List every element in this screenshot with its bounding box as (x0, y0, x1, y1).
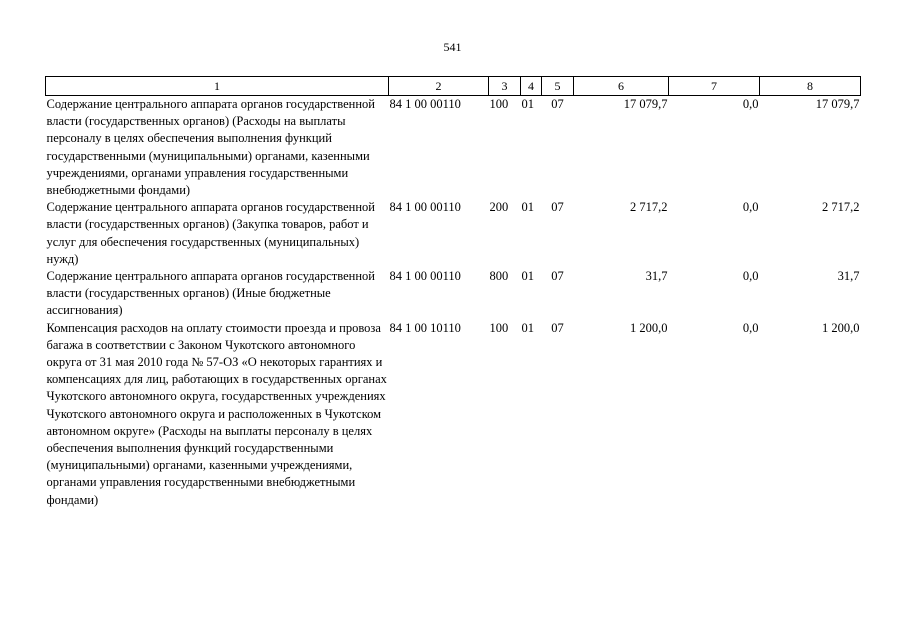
column-header: 1 (46, 77, 389, 96)
column-header: 6 (574, 77, 669, 96)
amount-col7: 0,0 (742, 97, 759, 111)
target-article-code: 84 1 00 10110 (389, 320, 461, 335)
table-row (46, 96, 861, 200)
column-header: 7 (669, 77, 760, 96)
section-code: 01 (521, 200, 534, 215)
amount-col6: 1 200,0 (630, 320, 668, 335)
amount-col6: 17 079,7 (623, 97, 668, 111)
row-description: Содержание центрального аппарата органов государственной власти (государственных органов) (Расходы на выплаты персоналу в целях обеспечения выполнения функций государственными (муниципальными) органами, казенными учреждениями, органами управления государственными внебюджетными фондами) (46, 97, 375, 198)
amount-col8: 1 200,0 (822, 320, 860, 335)
amount-col6: 31,7 (645, 269, 668, 284)
table-header-row (46, 77, 861, 96)
amount-col7: 0,0 (742, 269, 759, 284)
expense-type-code: 200 (489, 200, 509, 215)
column-header: 8 (760, 77, 861, 96)
section-code: 01 (521, 320, 534, 335)
target-article-code: 84 1 00 00110 (389, 200, 461, 215)
expense-type-code: 100 (489, 97, 509, 111)
page-number: 541 (443, 40, 462, 54)
expense-type-code: 800 (489, 269, 509, 284)
amount-col8: 17 079,7 (815, 97, 860, 111)
subsection-code: 07 (551, 97, 564, 111)
expense-type-code: 100 (489, 320, 509, 335)
row-description: Содержание центрального аппарата органов государственной власти (государственных органов) (Закупка товаров, работ и услуг для обеспечения государственных (муниципальных) нужд) (46, 200, 375, 266)
column-header: 3 (489, 77, 521, 96)
subsection-code: 07 (551, 269, 564, 284)
budget-table (45, 76, 861, 509)
target-article-code: 84 1 00 00110 (389, 97, 461, 111)
table-row (46, 320, 861, 509)
subsection-code: 07 (551, 320, 564, 335)
amount-col8: 2 717,2 (822, 200, 860, 215)
table-row (46, 199, 861, 268)
amount-col7: 0,0 (742, 200, 759, 215)
column-header: 2 (389, 77, 489, 96)
column-header: 5 (542, 77, 574, 96)
row-description: Содержание центрального аппарата органов государственной власти (государственных органов) (Иные бюджетные ассигнования) (46, 269, 375, 318)
table-row (46, 268, 861, 320)
target-article-code: 84 1 00 00110 (389, 269, 461, 284)
section-code: 01 (521, 97, 534, 111)
subsection-code: 07 (551, 200, 564, 215)
row-description: Компенсация расходов на оплату стоимости проезда и провоза багажа в соответствии с Законом Чукотского автономного округа от 31 мая 2010 года № 57-ОЗ «О некоторых гарантиях и компенсациях для лиц, работающих в государственных органах Чукотского автономного округа, государственных учреждениях Чукотского автономного округа и расположенных в Чукотском автономном округе» (Расходы на выплаты персоналу в целях обеспечения выполнения функций государственными (муниципальными) органами, казенными учреждениями, органами управления государственными внебюджетными фондами) (46, 320, 387, 507)
amount-col8: 31,7 (837, 269, 860, 284)
column-header: 4 (521, 77, 542, 96)
amount-col7: 0,0 (742, 320, 759, 335)
amount-col6: 2 717,2 (630, 200, 668, 215)
section-code: 01 (521, 269, 534, 284)
